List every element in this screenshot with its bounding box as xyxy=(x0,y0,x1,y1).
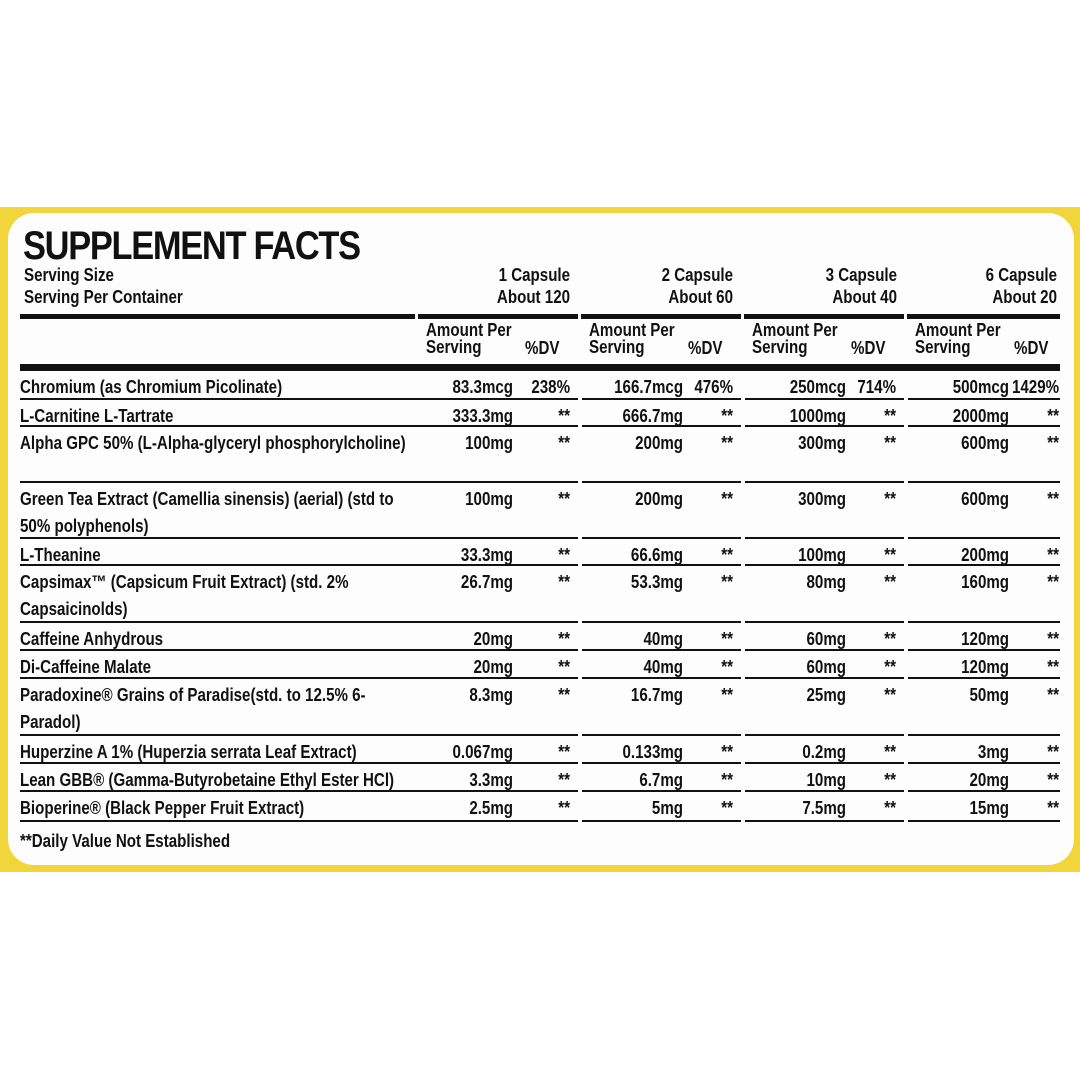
amount-value: 1000mg xyxy=(789,406,846,426)
page-title: SUPPLEMENT FACTS xyxy=(23,224,360,268)
amount-value: 33.3mg xyxy=(460,545,513,565)
capsule-servings-label: About 20 xyxy=(992,287,1057,307)
dv-value: ** xyxy=(1047,406,1059,426)
footnote: **Daily Value Not Established xyxy=(20,831,231,851)
column-gap xyxy=(415,314,418,319)
dv-value: ** xyxy=(884,572,896,592)
amount-value: 333.3mg xyxy=(452,406,513,426)
dv-value: ** xyxy=(558,770,570,790)
servings-per-container-label: Serving Per Container xyxy=(24,287,183,307)
dv-value: ** xyxy=(1047,572,1059,592)
amount-value: 20mg xyxy=(473,629,513,649)
dv-value: ** xyxy=(1047,545,1059,565)
capsule-servings-label: About 120 xyxy=(496,287,570,307)
dv-value: 476% xyxy=(694,377,733,397)
dv-value: ** xyxy=(1047,657,1059,677)
amount-per-serving-header: Amount Per Serving xyxy=(752,320,838,357)
ingredient-row xyxy=(20,651,1060,679)
ingredient-name: Bioperine® (Black Pepper Fruit Extract) xyxy=(20,798,305,818)
dv-value: ** xyxy=(1047,489,1059,509)
column-gap xyxy=(578,314,581,319)
ingredient-name: L-Theanine xyxy=(20,545,101,565)
dv-value: ** xyxy=(884,406,896,426)
capsule-size-label: 1 Capsule xyxy=(498,265,570,285)
dv-value: ** xyxy=(721,798,733,818)
capsule-size-label: 6 Capsule xyxy=(985,265,1057,285)
capsule-size-label: 2 Capsule xyxy=(661,265,733,285)
dv-value: ** xyxy=(721,406,733,426)
amount-value: 120mg xyxy=(961,657,1009,677)
dv-value: ** xyxy=(721,433,733,453)
column-gap xyxy=(904,314,907,319)
dv-value: ** xyxy=(1047,685,1059,705)
amount-value: 83.3mcg xyxy=(452,377,513,397)
amount-value: 0.2mg xyxy=(802,742,846,762)
amount-value: 100mg xyxy=(465,433,513,453)
dv-value: ** xyxy=(721,770,733,790)
dv-value: ** xyxy=(721,572,733,592)
dv-value: ** xyxy=(1047,770,1059,790)
dv-value: ** xyxy=(558,742,570,762)
dv-header: %DV xyxy=(688,338,723,358)
ingredient-row xyxy=(20,566,1060,623)
amount-value: 0.133mg xyxy=(622,742,683,762)
ingredient-row xyxy=(20,679,1060,736)
capsule-size-label: 3 Capsule xyxy=(825,265,897,285)
dv-value: ** xyxy=(1047,798,1059,818)
dv-value: ** xyxy=(1047,742,1059,762)
amount-value: 40mg xyxy=(643,629,683,649)
column-gap xyxy=(578,818,582,822)
amount-value: 15mg xyxy=(969,798,1009,818)
amount-per-serving-header: Amount Per Serving xyxy=(589,320,675,357)
amount-value: 6.7mg xyxy=(639,770,683,790)
amount-value: 600mg xyxy=(961,489,1009,509)
ingredient-name: Di-Caffeine Malate xyxy=(20,657,152,677)
amount-value: 120mg xyxy=(961,629,1009,649)
dv-value: ** xyxy=(884,742,896,762)
ingredient-row xyxy=(20,483,1060,539)
dv-value: ** xyxy=(884,629,896,649)
dv-value: ** xyxy=(558,629,570,649)
dv-value: ** xyxy=(558,489,570,509)
amount-value: 10mg xyxy=(806,770,846,790)
amount-value: 200mg xyxy=(635,489,683,509)
dv-value: ** xyxy=(558,406,570,426)
amount-value: 5mg xyxy=(651,798,683,818)
capsule-servings-label: About 40 xyxy=(832,287,897,307)
ingredient-row xyxy=(20,427,1060,483)
amount-value: 600mg xyxy=(961,433,1009,453)
amount-value: 7.5mg xyxy=(802,798,846,818)
amount-value: 66.6mg xyxy=(630,545,683,565)
dv-value: ** xyxy=(884,489,896,509)
dv-value: ** xyxy=(884,685,896,705)
amount-value: 8.3mg xyxy=(469,685,513,705)
dv-value: ** xyxy=(1047,433,1059,453)
dv-value: ** xyxy=(721,629,733,649)
ingredient-row xyxy=(20,792,1060,822)
dv-value: ** xyxy=(558,657,570,677)
amount-per-serving-header: Amount Per Serving xyxy=(426,320,512,357)
amount-value: 26.7mg xyxy=(460,572,513,592)
amount-value: 2000mg xyxy=(952,406,1009,426)
ingredient-name: Capsimax™ (Capsicum Fruit Extract) (std. 2% Capsaicinolds) xyxy=(20,572,349,619)
ingredient-row xyxy=(20,400,1060,427)
ingredient-name: Lean GBB® (Gamma-Butyrobetaine Ethyl Ester HCl) xyxy=(20,770,395,790)
dv-value: ** xyxy=(558,685,570,705)
ingredient-name: Alpha GPC 50% (L-Alpha-glyceryl phosphorylcholine) xyxy=(20,433,406,453)
ingredient-row xyxy=(20,371,1060,400)
capsule-servings-label: About 60 xyxy=(668,287,733,307)
dv-value: ** xyxy=(558,433,570,453)
dv-value: ** xyxy=(884,433,896,453)
amount-value: 50mg xyxy=(969,685,1009,705)
amount-value: 166.7mcg xyxy=(614,377,683,397)
dv-value: 1429% xyxy=(1011,377,1059,397)
amount-value: 16.7mg xyxy=(630,685,683,705)
amount-value: 300mg xyxy=(798,433,846,453)
dv-value: ** xyxy=(884,657,896,677)
amount-value: 60mg xyxy=(806,657,846,677)
ingredient-row xyxy=(20,736,1060,764)
dv-value: ** xyxy=(884,545,896,565)
dv-value: ** xyxy=(721,742,733,762)
dv-value: ** xyxy=(558,798,570,818)
dv-value: ** xyxy=(558,572,570,592)
ingredient-name: Caffeine Anhydrous xyxy=(20,629,164,649)
amount-value: 40mg xyxy=(643,657,683,677)
amount-value: 300mg xyxy=(798,489,846,509)
ingredient-name: L-Carnitine L-Tartrate xyxy=(20,406,174,426)
ingredient-row xyxy=(20,764,1060,792)
dv-value: ** xyxy=(884,798,896,818)
ingredient-name: Huperzine A 1% (Huperzia serrata Leaf Extract) xyxy=(20,742,357,762)
amount-value: 2.5mg xyxy=(469,798,513,818)
ingredient-row xyxy=(20,623,1060,651)
amount-value: 100mg xyxy=(798,545,846,565)
amount-value: 20mg xyxy=(969,770,1009,790)
dv-header: %DV xyxy=(1014,338,1049,358)
amount-value: 666.7mg xyxy=(622,406,683,426)
ingredient-name: Green Tea Extract (Camellia sinensis) (aerial) (std to 50% polyphenols) xyxy=(20,489,394,536)
thick-rule-header xyxy=(20,364,1060,371)
dv-value: ** xyxy=(1047,629,1059,649)
amount-value: 160mg xyxy=(961,572,1009,592)
ingredient-name: Chromium (as Chromium Picolinate) xyxy=(20,377,283,397)
dv-value: 238% xyxy=(531,377,570,397)
amount-per-serving-header: Amount Per Serving xyxy=(915,320,1001,357)
column-gap xyxy=(904,818,908,822)
dv-value: ** xyxy=(721,489,733,509)
dv-header: %DV xyxy=(851,338,886,358)
amount-value: 200mg xyxy=(961,545,1009,565)
amount-value: 60mg xyxy=(806,629,846,649)
ingredient-row xyxy=(20,539,1060,566)
serving-size-label: Serving Size xyxy=(24,265,114,285)
amount-value: 20mg xyxy=(473,657,513,677)
dv-header: %DV xyxy=(525,338,560,358)
ingredient-name: Paradoxine® Grains of Paradise(std. to 12.5% 6-Paradol) xyxy=(20,685,366,732)
amount-value: 250mcg xyxy=(789,377,846,397)
amount-value: 100mg xyxy=(465,489,513,509)
amount-value: 80mg xyxy=(806,572,846,592)
dv-value: ** xyxy=(884,770,896,790)
dv-value: ** xyxy=(721,685,733,705)
amount-value: 53.3mg xyxy=(630,572,683,592)
amount-value: 3mg xyxy=(977,742,1009,762)
dv-value: 714% xyxy=(857,377,896,397)
column-gap xyxy=(741,314,744,319)
amount-value: 3.3mg xyxy=(469,770,513,790)
amount-value: 25mg xyxy=(806,685,846,705)
amount-value: 0.067mg xyxy=(452,742,513,762)
dv-value: ** xyxy=(721,657,733,677)
amount-value: 200mg xyxy=(635,433,683,453)
dv-value: ** xyxy=(721,545,733,565)
dv-value: ** xyxy=(558,545,570,565)
amount-value: 500mcg xyxy=(952,377,1009,397)
column-gap xyxy=(741,818,745,822)
